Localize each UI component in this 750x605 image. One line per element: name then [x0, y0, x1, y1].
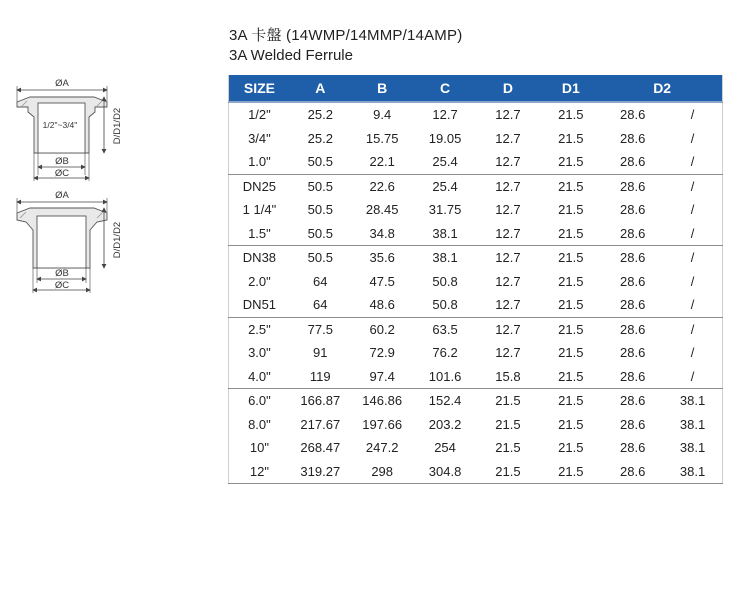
top-dim-d-label: D/D1/D2: [112, 107, 123, 145]
cell-d: 12.7: [495, 225, 521, 241]
table-row: [229, 198, 723, 222]
cell-size: DN25: [229, 174, 290, 198]
cell-a: 77.5: [290, 317, 351, 341]
bottom-dim-b-label: ØB: [55, 268, 69, 279]
cell-c: 152.4: [414, 389, 477, 413]
table-row: [229, 413, 723, 437]
cell-d2-alt: /: [663, 246, 722, 270]
cell-d1: 21.5: [558, 297, 584, 312]
cell-c: 38.1: [432, 225, 458, 241]
cell-d2-alt: /: [663, 102, 722, 127]
cell-d1: 21.5: [539, 174, 602, 198]
cell-c: 254: [434, 440, 456, 455]
cell-b: 9.4: [351, 102, 414, 127]
bottom-dim-c-label: ØC: [54, 280, 70, 291]
cell-c: 50.8: [432, 297, 458, 312]
cell-d1: 21.5: [539, 389, 602, 413]
cell-size: 3.0": [248, 345, 271, 360]
cell-d1: 21.5: [558, 345, 584, 360]
cell-d: 12.7: [477, 102, 540, 127]
cell-b: 72.9: [369, 345, 395, 360]
cell-d2: 28.6: [620, 154, 646, 169]
cell-b: 35.6: [351, 246, 414, 270]
table-row: [229, 127, 723, 151]
cell-c: 25.4: [414, 174, 477, 198]
title-english: 3A Welded Ferrule: [229, 47, 353, 64]
title-block: [229, 26, 462, 66]
cell-d: 12.7: [495, 273, 521, 289]
top-dim-a-label: ØA: [55, 78, 69, 89]
cell-size: 3/4": [248, 130, 271, 146]
cell-c: 203.2: [428, 416, 462, 432]
cell-c: 12.7: [414, 102, 477, 127]
cell-d: 12.7: [477, 317, 540, 341]
cell-d1: 21.5: [558, 225, 584, 241]
cell-a: 119: [309, 368, 331, 384]
top-dim-c-label: ØC: [54, 168, 70, 179]
title-chinese: 3A 卡盤 (14WMP/14MMP/14AMP): [229, 27, 463, 44]
cell-c: 38.1: [414, 246, 477, 270]
cell-size: 1.5": [248, 225, 271, 241]
header-d2: D2: [602, 75, 722, 102]
cell-c: 19.05: [428, 130, 462, 146]
table-row: [229, 389, 723, 413]
cell-d2-alt: 38.1: [663, 389, 722, 413]
cell-d2: 28.6: [620, 202, 646, 217]
ferrule-diagrams: [0, 0, 230, 600]
table-row: [229, 293, 723, 317]
cell-d2-alt: 38.1: [679, 416, 706, 432]
cell-a: 25.2: [290, 102, 351, 127]
table-row: [229, 436, 723, 460]
cell-d2: 28.6: [620, 463, 646, 479]
cell-d1: 21.5: [558, 416, 584, 432]
cell-d1: 21.5: [558, 440, 584, 455]
table-row: [229, 341, 723, 365]
cell-d2-alt: /: [690, 130, 695, 146]
cell-d2: 28.6: [620, 416, 646, 432]
cell-d1: 21.5: [558, 368, 584, 384]
cell-size: 4.0": [248, 368, 271, 384]
table-row: [229, 150, 723, 174]
cell-d1: 21.5: [558, 154, 584, 169]
cell-size: DN51: [242, 297, 277, 312]
cell-c: 63.5: [414, 317, 477, 341]
cell-a: 64: [313, 297, 328, 312]
cell-d: 15.8: [495, 368, 521, 384]
header-d: D: [477, 75, 540, 102]
table-header-row: [229, 75, 723, 102]
table-body: [229, 102, 723, 484]
cell-size: 12": [249, 463, 269, 479]
top-size-range-label: 1/2"~3/4": [42, 120, 78, 130]
cell-b: 60.2: [351, 317, 414, 341]
cell-size: 8.0": [248, 416, 271, 432]
cell-d1: 21.5: [539, 317, 602, 341]
cell-size: 1/2": [229, 102, 290, 127]
table-row: [229, 365, 723, 389]
cell-d2: 28.6: [620, 297, 646, 312]
cell-d: 12.7: [495, 202, 521, 217]
cell-d1: 21.5: [558, 202, 584, 217]
cell-d2-alt: 38.1: [679, 440, 706, 455]
cell-d2: 28.6: [620, 368, 646, 384]
dimension-table: [228, 75, 723, 484]
cell-a: 50.5: [307, 154, 333, 169]
cell-b: 97.4: [369, 368, 395, 384]
cell-d: 12.7: [495, 297, 521, 312]
cell-size: 1 1/4": [242, 202, 277, 217]
bottom-dim-d-label: D/D1/D2: [112, 221, 123, 259]
table-row: [229, 174, 723, 198]
cell-d2: 28.6: [602, 389, 663, 413]
cell-d: 12.7: [477, 246, 540, 270]
cell-d2: 28.6: [620, 345, 646, 360]
cell-c: 50.8: [432, 273, 458, 289]
table-row: [229, 460, 723, 484]
cell-b: 22.1: [369, 154, 395, 169]
cell-c: 31.75: [428, 202, 462, 217]
cell-a: 50.5: [307, 202, 333, 217]
cell-d: 12.7: [495, 154, 521, 169]
cell-b: 48.6: [369, 297, 395, 312]
header-a: A: [290, 75, 351, 102]
cell-size: DN38: [229, 246, 290, 270]
cell-size: 2.0": [248, 273, 271, 289]
cell-b: 34.8: [369, 225, 395, 241]
cell-b: 197.66: [362, 416, 403, 432]
cell-size: 10": [249, 440, 269, 455]
cell-a: 50.5: [290, 174, 351, 198]
cell-d1: 21.5: [558, 130, 584, 146]
header-d1: D1: [539, 75, 602, 102]
cell-d2-alt: /: [690, 202, 695, 217]
cell-d2-alt: /: [690, 154, 695, 169]
cell-b: 146.86: [351, 389, 414, 413]
cell-a: 217.67: [300, 416, 341, 432]
table-row: [229, 222, 723, 246]
cell-d2-alt: /: [663, 174, 722, 198]
cell-d: 21.5: [495, 440, 521, 455]
cell-d: 12.7: [495, 130, 521, 146]
cell-d1: 21.5: [558, 273, 584, 289]
cell-d2: 28.6: [620, 130, 646, 146]
cell-b: 28.45: [365, 202, 399, 217]
table-row: [229, 270, 723, 294]
cell-size: 6.0": [229, 389, 290, 413]
top-dim-b-label: ØB: [55, 156, 69, 167]
cell-b: 15.75: [365, 130, 399, 146]
cell-a: 64: [313, 273, 328, 289]
cell-d: 21.5: [495, 463, 521, 479]
cell-d2-alt: /: [663, 317, 722, 341]
cell-b: 298: [371, 463, 394, 479]
header-size: SIZE: [229, 75, 290, 102]
cell-d2-alt: /: [690, 273, 695, 289]
cell-d2: 28.6: [620, 273, 646, 289]
cell-d: 12.7: [495, 345, 521, 360]
cell-d2-alt: /: [690, 345, 695, 360]
cell-d1: 21.5: [539, 102, 602, 127]
cell-d2: 28.6: [602, 317, 663, 341]
cell-d2-alt: /: [690, 225, 695, 241]
cell-a: 50.5: [290, 246, 351, 270]
cell-a: 268.47: [300, 440, 341, 455]
cell-size: 2.5": [229, 317, 290, 341]
header-b: B: [351, 75, 414, 102]
bottom-dim-a-label: ØA: [55, 190, 69, 201]
cell-d2: 28.6: [620, 225, 646, 241]
cell-a: 25.2: [307, 130, 333, 146]
bottom-ferrule-drawing: [17, 190, 123, 293]
cell-d2: 28.6: [602, 246, 663, 270]
cell-d2: 28.6: [620, 440, 646, 455]
cell-d1: 21.5: [539, 246, 602, 270]
cell-c: 76.2: [432, 345, 458, 360]
cell-a: 91: [313, 345, 328, 360]
cell-c: 25.4: [432, 154, 458, 169]
cell-d2-alt: 38.1: [679, 463, 706, 479]
table-row: [229, 246, 723, 270]
top-ferrule-drawing: [17, 78, 123, 181]
cell-b: 47.5: [369, 273, 395, 289]
cell-d2-alt: /: [690, 368, 695, 384]
cell-size: 1.0": [248, 154, 271, 169]
cell-a: 319.27: [300, 463, 341, 479]
cell-d: 21.5: [477, 389, 540, 413]
cell-d2-alt: /: [690, 297, 695, 312]
cell-d: 12.7: [477, 174, 540, 198]
table-row: [229, 317, 723, 341]
cell-d2: 28.6: [602, 174, 663, 198]
cell-d: 21.5: [495, 416, 521, 432]
header-c: C: [414, 75, 477, 102]
cell-a: 50.5: [307, 225, 333, 241]
table-row: [229, 102, 723, 127]
cell-c: 101.6: [428, 368, 462, 384]
cell-d1: 21.5: [558, 463, 584, 479]
cell-b: 247.2: [365, 440, 399, 455]
cell-d2: 28.6: [602, 102, 663, 127]
cell-c: 304.8: [428, 463, 462, 479]
cell-a: 166.87: [290, 389, 351, 413]
ferrule-drawings: [0, 0, 230, 600]
cell-b: 22.6: [351, 174, 414, 198]
